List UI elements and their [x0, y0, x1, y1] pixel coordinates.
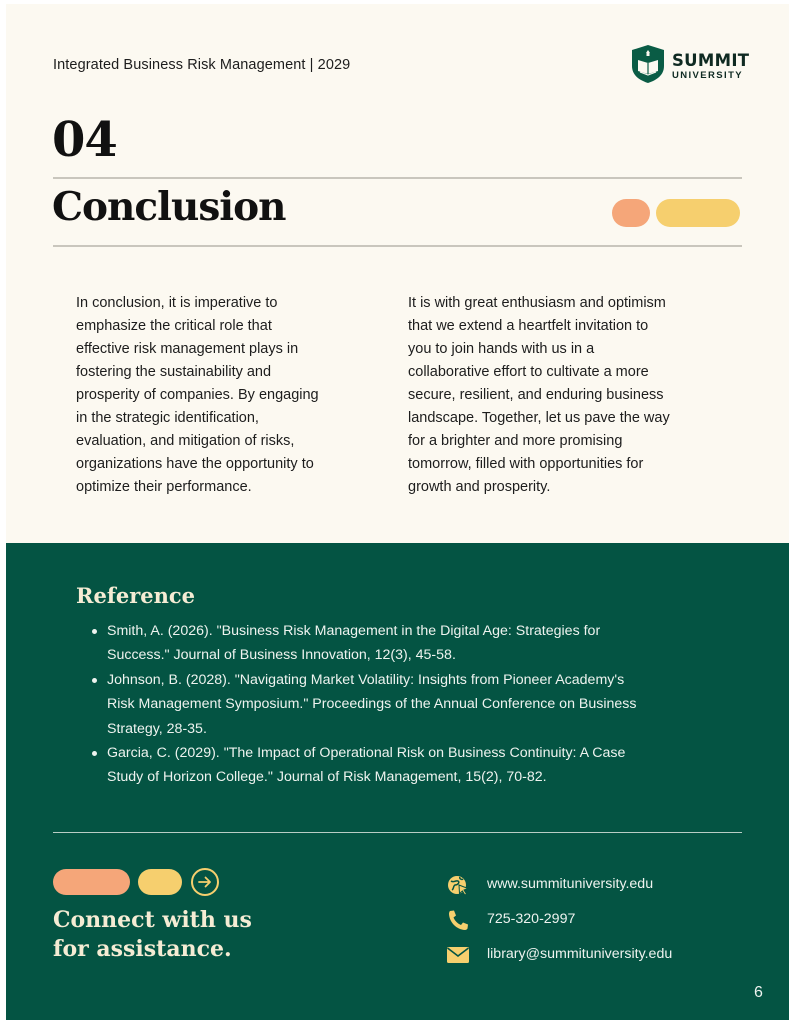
bottom-section	[6, 543, 789, 1020]
logo-name: SUMMIT	[672, 51, 750, 70]
body-line: emphasize the critical role that	[76, 318, 272, 334]
phone-number[interactable]: 725-320-2997	[487, 911, 576, 927]
reference-line: Strategy, 28-35.	[107, 720, 207, 737]
body-line: growth and prosperity.	[408, 479, 551, 495]
reference-line: Risk Management Symposium." Proceedings of the Annual Conference on Business	[107, 696, 637, 713]
yellow-pill-decoration	[656, 199, 740, 227]
email-link[interactable]: library@summituniversity.edu	[487, 946, 673, 962]
body-line: you to join hands with us in a	[408, 341, 595, 357]
section-title: Conclusion	[52, 184, 286, 230]
body-line: effective risk management plays in	[76, 341, 299, 357]
reference-item	[89, 741, 729, 790]
yellow-pill-decoration	[138, 869, 182, 895]
divider-bottom	[53, 245, 742, 247]
body-line: organizations have the opportunity to	[76, 456, 314, 472]
reference-list	[89, 619, 729, 790]
body-line: tomorrow, filled with opportunities for	[408, 456, 644, 472]
reference-line: Study of Horizon College." Journal of Risk Management, 15(2), 70-82.	[107, 769, 547, 786]
contact-website[interactable]	[446, 872, 766, 898]
footer-divider	[53, 832, 742, 833]
peach-pill-decoration	[53, 869, 130, 895]
body-line: in the strategic identification,	[76, 410, 259, 426]
body-line: for a brighter and more promising	[408, 433, 623, 449]
body-line: prosperity of companies. By engaging	[76, 387, 319, 403]
divider-top	[53, 177, 742, 179]
page-number: 6	[754, 984, 763, 1001]
reference-item	[89, 668, 729, 741]
reference-line: Success." Journal of Business Innovation, 12(3), 45-58.	[107, 647, 456, 664]
reference-item	[89, 619, 729, 668]
envelope-icon	[446, 944, 470, 966]
website-link[interactable]: www.summituniversity.edu	[487, 876, 654, 892]
body-line: landscape. Together, let us pave the way	[408, 410, 670, 426]
body-paragraph-right	[408, 292, 728, 499]
logo-subname: UNIVERSITY	[672, 70, 744, 81]
body-line: optimize their performance.	[76, 479, 252, 495]
body-line: In conclusion, it is imperative to	[76, 295, 278, 311]
reference-line: Garcia, C. (2029). "The Impact of Operational Risk on Business Continuity: A Case	[107, 745, 626, 762]
body-line: that we extend a heartfelt invitation to	[408, 318, 649, 334]
body-line: collaborative effort to cultivate a more	[408, 364, 649, 380]
reference-line: Smith, A. (2026). "Business Risk Management in the Digital Age: Strategies for	[107, 623, 601, 639]
connect-line: Connect with us	[53, 907, 252, 933]
section-number: 04	[52, 112, 117, 168]
arrow-right-circle-icon[interactable]	[191, 868, 219, 896]
reference-line: Johnson, B. (2028). "Navigating Market Volatility: Insights from Pioneer Academy's	[107, 671, 625, 688]
peach-pill-decoration	[612, 199, 650, 227]
connect-heading	[53, 906, 353, 964]
contact-email[interactable]	[446, 942, 766, 968]
body-line: It is with great enthusiasm and optimism	[408, 295, 666, 311]
phone-icon	[446, 909, 470, 931]
shield-book-icon	[630, 44, 666, 84]
page	[6, 4, 789, 1020]
connect-line: for assistance.	[53, 936, 232, 962]
summit-university-logo[interactable]	[630, 44, 750, 84]
reference-title: Reference	[76, 583, 196, 608]
contact-phone[interactable]	[446, 907, 766, 933]
header-title: Integrated Business Risk Management | 2029	[53, 57, 351, 73]
body-paragraph-left	[76, 292, 366, 499]
body-line: fostering the sustainability and	[76, 364, 272, 380]
body-line: secure, resilient, and enduring business	[408, 387, 664, 403]
top-section	[6, 4, 789, 543]
globe-cursor-icon	[446, 874, 470, 896]
body-line: evaluation, and mitigation of risks,	[76, 433, 295, 449]
